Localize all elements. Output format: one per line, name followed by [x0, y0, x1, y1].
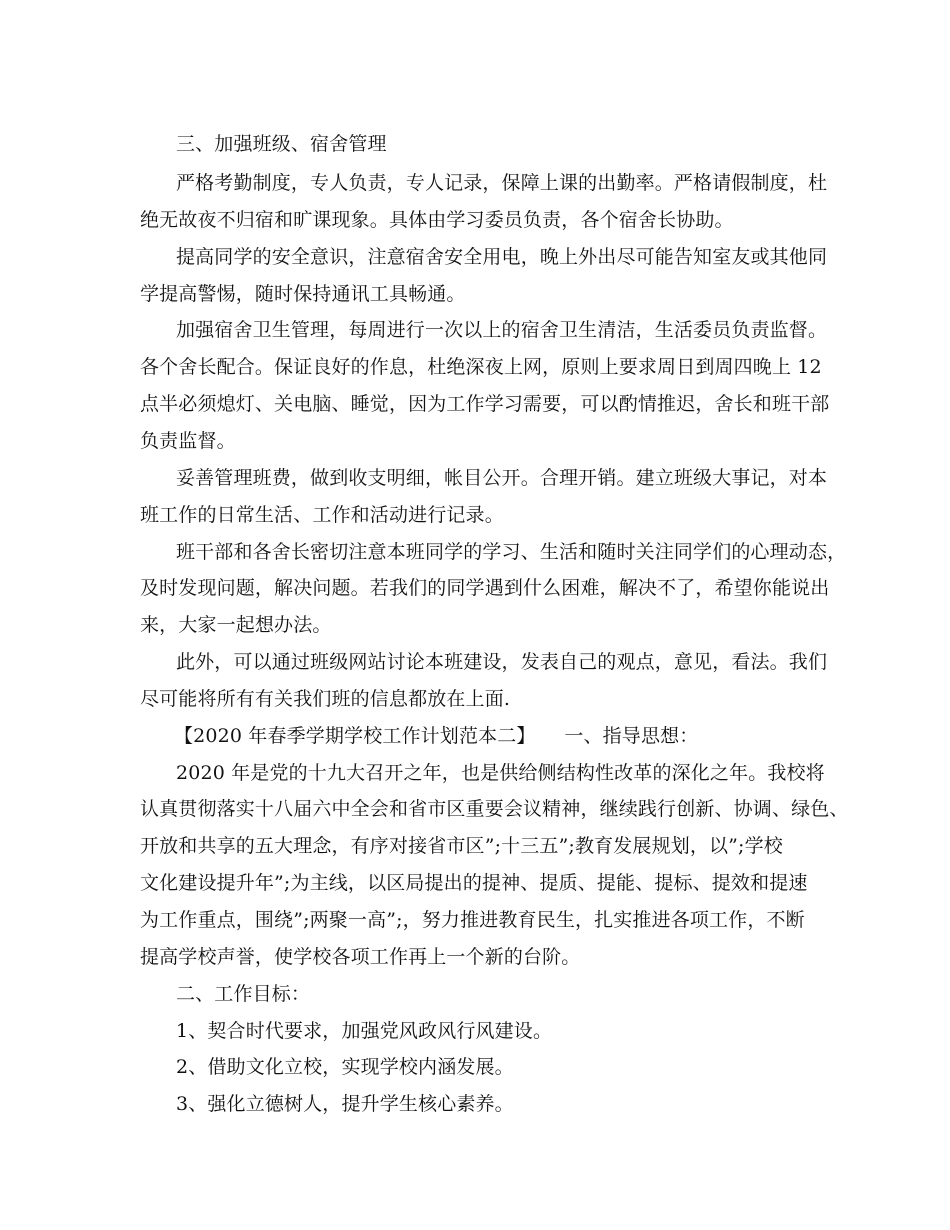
section-heading-plan-template-two: 【2020 年春季学期学校工作计划范本二】 一、指导思想： [174, 725, 699, 747]
paragraph-line: 认真贯彻落实十八届六中全会和省市区重要会议精神，继续践行创新、协调、绿色、 [140, 798, 849, 820]
paragraph-line: 加强宿舍卫生管理，每周进行一次以上的宿舍卫生清洁，生活委员负责监督。 [176, 319, 828, 341]
section-heading-class-dorm-management: 三、加强班级、宿舍管理 [176, 133, 387, 155]
list-item: 1、契合时代要求，加强党风政风行风建设。 [176, 1020, 553, 1042]
paragraph-line: 及时发现问题，解决问题。若我们的同学遇到什么困难，解决不了，希望你能说出 [140, 577, 830, 599]
paragraph-line: 此外，可以通过班级网站讨论本班建设，发表自己的观点，意见，看法。我们 [176, 651, 828, 673]
paragraph-line: 提高同学的安全意识，注意宿舍安全用电，晚上外出尽可能告知室友或其他同 [176, 246, 828, 268]
paragraph-line: 点半必须熄灯、关电脑、睡觉，因为工作学习需要，可以酌情推迟，舍长和班干部 [140, 393, 830, 415]
paragraph-line: 班干部和各舍长密切注意本班同学的学习、生活和随时关注同学们的心理动态， [176, 541, 847, 563]
section-heading-work-goals: 二、工作目标： [176, 983, 311, 1005]
paragraph-line: 2020 年是党的十九大召开之年，也是供给侧结构性改革的深化之年。我校将 [176, 762, 825, 784]
paragraph-line: 尽可能将所有有关我们班的信息都放在上面. [140, 688, 511, 710]
paragraph-line: 负责监督。 [140, 430, 236, 452]
list-item: 2、借助文化立校，实现学校内涵发展。 [176, 1056, 514, 1078]
paragraph-line: 妥善管理班费，做到收支明细，帐目公开。合理开销。建立班级大事记，对本 [176, 467, 828, 489]
paragraph-line: 开放和共享的五大理念，有序对接省市区”;十三五”;教育发展规划，以”;学校 [140, 835, 783, 857]
paragraph-line: 严格考勤制度，专人负责，专人记录，保障上课的出勤率。严格请假制度，杜 [176, 172, 828, 194]
paragraph-line: 为工作重点，围绕”;两聚一高”;，努力推进教育民生，扎实推进各项工作，不断 [140, 909, 805, 931]
paragraph-line: 文化建设提升年”;为主线，以区局提出的提神、提质、提能、提标、提效和提速 [140, 872, 808, 894]
paragraph-line: 提高学校声誉，使学校各项工作再上一个新的台阶。 [140, 946, 581, 968]
paragraph-line: 各个舍长配合。保证良好的作息，杜绝深夜上网，原则上要求周日到周四晚上 12 [140, 356, 822, 378]
list-item: 3、强化立德树人，提升学生核心素养。 [176, 1093, 514, 1115]
paragraph-line: 学提高警惕，随时保持通讯工具畅通。 [140, 283, 466, 305]
paragraph-line: 绝无故夜不归宿和旷课现象。具体由学习委员负责，各个宿舍长协助。 [140, 209, 734, 231]
paragraph-line: 班工作的日常生活、工作和活动进行记录。 [140, 504, 504, 526]
paragraph-line: 来，大家一起想办法。 [140, 614, 332, 636]
